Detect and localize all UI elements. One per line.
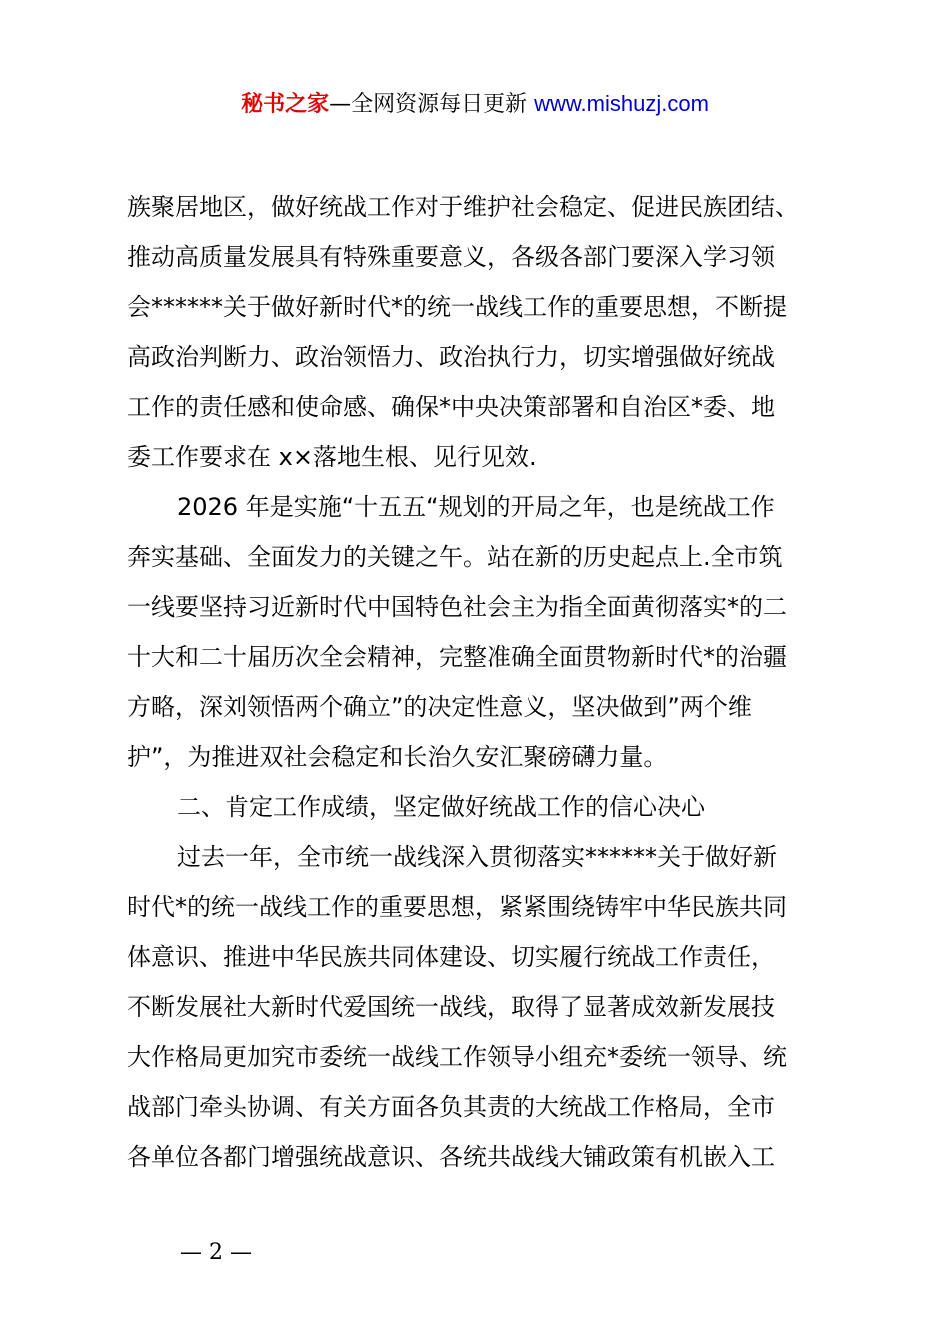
text-line: 战部门牵头协调、有关方面各负其责的大统战工作格局，全市 bbox=[127, 1093, 775, 1121]
website-link[interactable]: www.mishuzj.com bbox=[534, 91, 709, 116]
text-line: 各单位各都门增强统战意识、各统共战线大铺政策有机嵌入工 bbox=[127, 1143, 775, 1171]
text-line: 委工作要求在 x×落地生根、见行见效. bbox=[127, 443, 537, 471]
page-number: — 2 — bbox=[180, 1240, 252, 1265]
text-line: 护”，为推进双社会稳定和长治久安汇聚磅礴力量。 bbox=[127, 743, 668, 771]
text-line: 不断发展社大新时代爱国统一战线，取得了显著成效新发展技 bbox=[127, 993, 775, 1021]
text-line: 一线要坚持习近新时代中国特色社会主为指全面黄彻落实*的二 bbox=[127, 593, 787, 621]
section-heading: 二、肯定工作成绩，坚定做好统战工作的信心决心 bbox=[177, 793, 705, 821]
page-header bbox=[0, 88, 950, 121]
text-line: 十大和二十届历次全会精神，完整准确全面贯物新时代*的治疆 bbox=[127, 643, 787, 671]
text-line: 方略，深刘领悟两个确立”的决定性意义，坚决做到”两个维 bbox=[127, 693, 752, 721]
text-line: 工作的责任感和使命感、确保*中央决策部署和自治区*委、地 bbox=[127, 393, 775, 421]
text-line: 族聚居地区，做好统战工作对于维护社会稳定、促进民族团结、 bbox=[127, 193, 799, 221]
text-line: 体意识、推进中华民族共同体建设、切实履行统战工作责任， bbox=[127, 943, 775, 971]
text-line: 时代*的统一战线工作的重要思想，紧紧围绕铸牢中华民族共同 bbox=[127, 893, 787, 921]
brand-name: 秘书之家 bbox=[241, 92, 330, 117]
text-line: 会******关于做好新时代*的统一战线工作的重要思想，不断提 bbox=[127, 293, 787, 321]
text-line: 大作格局更加究市委统一战线工作领导小组充*委统一领导、统 bbox=[127, 1043, 787, 1071]
paragraph-start-line: 过去一年，全市统一战线深入贯彻落实******关于做好新 bbox=[177, 843, 777, 871]
text-line: 奔实基础、全面发力的关键之午。站在新的历史起点上.全市筑 bbox=[127, 543, 783, 571]
paragraph-start-line: 2026 年是实施“十五五“规划的开局之年，也是统战工作 bbox=[177, 493, 775, 521]
header-tagline: —全网资源每日更新 bbox=[329, 92, 528, 117]
text-line: 推动高质量发展具有特殊重要意义，各级各部门要深入学习领 bbox=[127, 243, 775, 271]
document-body bbox=[127, 182, 837, 1182]
text-line: 高政治判断力、政治领悟力、政治执行力，切实增强做好统战 bbox=[127, 343, 775, 371]
